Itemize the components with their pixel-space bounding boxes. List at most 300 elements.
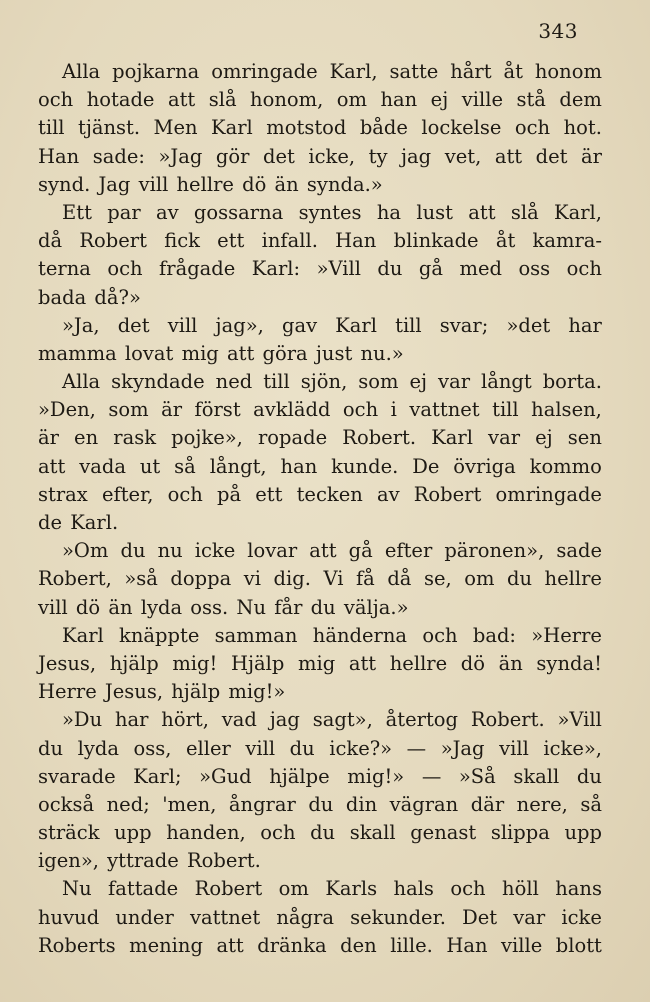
text-line [38, 171, 602, 199]
word: hjälpe [269, 764, 330, 788]
word: lust [416, 200, 453, 224]
word: honom [534, 60, 602, 83]
word: upp [564, 821, 602, 845]
word: med [459, 257, 502, 281]
word: handen, [166, 821, 246, 845]
word: genast [410, 821, 477, 845]
word: återtog [385, 708, 459, 732]
word: vill [499, 736, 529, 760]
word: skall [349, 821, 396, 845]
word: att [226, 341, 255, 365]
word: du [506, 567, 533, 591]
word: strax [38, 482, 88, 506]
word: lockelse [421, 116, 502, 140]
word: nere, [516, 792, 568, 816]
word: det [117, 313, 150, 337]
text-line [38, 368, 602, 396]
word: dö [242, 172, 267, 196]
word: Han [38, 144, 80, 168]
word: först [194, 398, 241, 422]
word: Hjälp [230, 651, 285, 675]
word: hot. [563, 116, 602, 140]
word: sade: [92, 144, 145, 168]
text-line [38, 340, 602, 368]
word: icke [561, 905, 602, 929]
word: dem [559, 88, 602, 112]
word: eller [185, 736, 231, 760]
word: att [309, 539, 337, 563]
word: ty [368, 144, 388, 168]
word: rask [113, 426, 157, 450]
word: upp [114, 821, 152, 845]
word: sagt», [312, 708, 373, 732]
page-number: 343 [538, 19, 578, 43]
word: Robert [79, 229, 147, 253]
word: så [580, 792, 602, 816]
word: halsen, [531, 398, 602, 422]
word: icke?» [329, 736, 393, 760]
text-line [38, 255, 602, 283]
word: och [342, 398, 379, 422]
word: slippa [490, 821, 550, 845]
word: vill [38, 595, 68, 619]
word: Robert [194, 877, 263, 901]
word: där [470, 792, 505, 816]
word: icke [194, 539, 236, 563]
word: en [74, 426, 99, 450]
word: vattnet [409, 398, 480, 422]
word: efter, [101, 482, 154, 506]
word: du [38, 736, 64, 760]
word: »det [506, 313, 551, 337]
word: icke», [543, 736, 602, 760]
word: par [107, 200, 141, 224]
word: du [576, 764, 602, 788]
word: mening [129, 933, 203, 957]
word: ångrar [228, 792, 296, 816]
word: hals [393, 877, 434, 901]
word: oss [518, 257, 551, 281]
word: jag», [215, 313, 264, 337]
word: mig!» [228, 680, 286, 704]
word: den [340, 933, 377, 957]
word: du [289, 736, 315, 760]
word: »Jag [158, 144, 203, 168]
word: och [422, 623, 458, 647]
word: gav [281, 313, 318, 337]
word: »så [124, 567, 158, 591]
word: hört, [161, 708, 209, 732]
word: övriga [453, 454, 516, 478]
text-line [38, 763, 602, 791]
word: hellre [389, 651, 448, 675]
word: till [492, 398, 519, 422]
word: skyndade [111, 370, 205, 394]
text-line [38, 847, 602, 875]
word: terna [38, 257, 91, 281]
word: händerna [312, 623, 408, 647]
word: vad [221, 708, 257, 732]
word: »Ja, [62, 313, 100, 337]
text-line [38, 706, 602, 734]
text-line [38, 284, 602, 312]
text-line [38, 143, 602, 171]
word: han [280, 454, 318, 478]
text-line [38, 86, 602, 114]
word: var [488, 426, 521, 450]
word: blott [555, 933, 602, 957]
word: var [513, 905, 546, 929]
word: och [107, 257, 143, 281]
word: sträck [38, 821, 100, 845]
word: De [412, 454, 440, 478]
word: gossarna [193, 200, 284, 224]
word: slå [208, 88, 237, 112]
word: vill [167, 313, 198, 337]
text-line [38, 791, 602, 819]
word: av [376, 482, 400, 506]
word: ropade [257, 426, 328, 450]
word: hans [555, 877, 602, 901]
word: ha [376, 200, 402, 224]
word: Karl: [251, 257, 301, 281]
word: åt [495, 229, 516, 253]
word: ej [409, 370, 428, 394]
word: Det [462, 905, 498, 929]
word: honom, [250, 88, 324, 112]
word: hjälp [171, 680, 221, 704]
word: päronen», [444, 539, 545, 563]
word: svarade [38, 764, 116, 788]
word: långt [480, 370, 532, 394]
word: hotade [86, 88, 155, 112]
word: på [216, 482, 242, 506]
word: i [390, 398, 397, 422]
word: var [438, 370, 471, 394]
word: frågade [159, 257, 236, 281]
word: Han [446, 933, 488, 957]
word: Ett [62, 200, 92, 224]
text-line [38, 509, 602, 537]
text-line [38, 594, 602, 622]
word: några [276, 905, 334, 929]
word: hellre [176, 172, 234, 196]
word: kommo [529, 454, 602, 478]
word: sekunder. [350, 905, 446, 929]
word: du [377, 257, 403, 281]
word: att [348, 651, 377, 675]
word: fick [164, 229, 200, 253]
word: borta. [542, 370, 602, 394]
word: göra [262, 341, 308, 365]
word: ville [501, 933, 543, 957]
word: omringade [495, 482, 602, 506]
text-line [38, 227, 602, 255]
word: oss, [133, 736, 172, 760]
word: till [38, 116, 65, 140]
word: Karl, [329, 60, 378, 83]
word: doppa [170, 567, 232, 591]
word: jag [269, 708, 300, 732]
text-line [38, 622, 602, 650]
text-line [38, 424, 602, 452]
text-line [38, 875, 602, 903]
word: jag [401, 144, 432, 168]
word: sen [567, 426, 602, 450]
word: 'men, [162, 792, 217, 816]
word: icke, [308, 144, 356, 168]
word: då?» [94, 285, 141, 309]
word: och [38, 88, 74, 112]
word: vet, [444, 144, 482, 168]
word: lyda [140, 595, 183, 619]
word: lyda [77, 736, 119, 760]
word: synd. [38, 172, 91, 196]
word: och [167, 482, 203, 506]
word: Karl [335, 313, 377, 337]
word: som [108, 398, 149, 422]
word: det [262, 144, 295, 168]
word: Karl. [70, 511, 119, 534]
word: oss. [190, 595, 229, 619]
word: långt, [209, 454, 267, 478]
word: vill [138, 172, 169, 196]
word: då [387, 567, 412, 591]
word: stå [516, 88, 546, 112]
word: Vi [323, 567, 344, 591]
word: »Jag [440, 736, 485, 760]
word: du [310, 595, 336, 619]
word: Robert. [187, 849, 261, 873]
word: vi [243, 567, 262, 591]
text-line [38, 312, 602, 340]
word: om [336, 88, 368, 112]
word: Karl [62, 623, 104, 647]
word: tecken [296, 482, 363, 506]
word: ville [461, 88, 503, 112]
word: fattade [108, 877, 179, 901]
word: få [355, 567, 375, 591]
word: och [514, 116, 551, 140]
word: ett [217, 229, 245, 253]
word: »Vill [557, 708, 602, 732]
text-line [38, 678, 602, 706]
word: lille. [390, 933, 433, 957]
word: höll [502, 877, 539, 901]
word: lovar [247, 539, 298, 563]
word: »Om [62, 539, 109, 563]
word: synda! [536, 651, 602, 675]
word: Robert. [470, 708, 545, 732]
word: nu.» [360, 341, 404, 365]
word: avklädd [253, 398, 331, 422]
word: motstod [266, 116, 347, 140]
word: så [174, 454, 196, 478]
word: ett [255, 482, 283, 506]
word: välja.» [343, 595, 409, 619]
word: ned [215, 370, 253, 394]
word: dig. [273, 567, 311, 591]
word: yttrade [107, 849, 179, 873]
word: Karl, [554, 200, 602, 224]
text-line [38, 650, 602, 678]
word: och [450, 877, 486, 901]
word: ej [535, 426, 553, 450]
word: hårt [450, 60, 492, 83]
word: att [216, 933, 244, 957]
text-line [38, 537, 602, 565]
word: till [395, 313, 422, 337]
word: Karls [325, 877, 378, 901]
text-line [38, 904, 602, 932]
word: Nu [62, 877, 92, 901]
word: samman [214, 623, 298, 647]
word: vada [79, 454, 126, 478]
word: synda.» [306, 172, 383, 196]
word: får [274, 595, 303, 619]
word: Robert, [38, 567, 112, 591]
word: Alla [62, 60, 101, 83]
word: just [315, 341, 353, 365]
word: är [581, 144, 602, 168]
word: »Den, [38, 398, 96, 422]
word: under [115, 905, 174, 929]
word: mig! [172, 651, 218, 675]
word: du [310, 821, 336, 845]
word: blinkade [393, 229, 479, 253]
word: att [468, 200, 496, 224]
word: de [38, 511, 63, 534]
text-line [38, 565, 602, 593]
word: igen», [38, 849, 99, 873]
word: vattnet [189, 905, 261, 929]
text-line [38, 58, 602, 86]
word: än [274, 172, 299, 196]
word: än [108, 595, 133, 619]
word: också [38, 792, 95, 816]
text-line [38, 453, 602, 481]
text-line [38, 932, 602, 960]
word: skall [513, 764, 560, 788]
word: åt [503, 60, 523, 83]
word: tjänst. [77, 116, 141, 140]
text-line [38, 481, 602, 509]
word: bad: [472, 623, 517, 647]
word: han [380, 88, 418, 112]
word: pojke», [171, 426, 243, 450]
word: »Så [458, 764, 496, 788]
word: huvud [38, 905, 100, 929]
word: är [161, 398, 183, 422]
word: Roberts [38, 933, 116, 957]
word: har [114, 708, 149, 732]
word: mig [181, 341, 219, 365]
word: satte [389, 60, 439, 83]
text-line [38, 735, 602, 763]
word: syntes [298, 200, 362, 224]
word: infall. [261, 229, 318, 253]
word: vill [245, 736, 276, 760]
word: sade [556, 539, 602, 563]
word: Karl; [133, 764, 182, 788]
word: då [38, 229, 63, 253]
word: du [308, 792, 334, 816]
word: och [260, 821, 296, 845]
word: Jag [98, 172, 131, 196]
word: efter [384, 539, 433, 563]
word: dränka [257, 933, 327, 957]
word: Jesus, [38, 651, 97, 675]
word: Nu [236, 595, 267, 619]
word: »Herre [531, 623, 602, 647]
word: är [38, 426, 59, 450]
word: gå [418, 257, 444, 281]
word: ej [430, 88, 449, 112]
word: att [494, 144, 523, 168]
word: ned; [106, 792, 150, 816]
word: mamma [38, 341, 117, 365]
text-line [38, 199, 602, 227]
word: kamra- [532, 229, 602, 253]
word: om [464, 567, 495, 591]
word: — [421, 764, 442, 788]
word: Jesus, [104, 680, 164, 704]
word: dö [75, 595, 101, 619]
word: hjälp [109, 651, 159, 675]
word: nu [157, 539, 183, 563]
word: av [155, 200, 179, 224]
word: Alla [62, 370, 101, 394]
text-line [38, 396, 602, 424]
word: omringade [211, 60, 318, 83]
word: om [278, 877, 309, 901]
word: Karl [211, 116, 253, 140]
word: kunde. [331, 454, 399, 478]
word: se, [423, 567, 452, 591]
word: Han [335, 229, 377, 253]
body-text [38, 58, 602, 960]
text-line [38, 819, 602, 847]
word: knäppte [119, 623, 200, 647]
word: pojkarna [112, 60, 200, 83]
word: — [406, 736, 427, 760]
word: och [566, 257, 602, 281]
word: Robert [413, 482, 482, 506]
word: ut [139, 454, 161, 478]
word: hellre [544, 567, 602, 591]
word: har [568, 313, 602, 337]
word: dö [460, 651, 486, 675]
word: bada [38, 285, 87, 309]
word: gå [348, 539, 373, 563]
word: både [359, 116, 408, 140]
word: Karl [431, 426, 473, 450]
word: det [535, 144, 568, 168]
word: du [120, 539, 146, 563]
word: mig!» [347, 764, 405, 788]
word: slå [510, 200, 539, 224]
word: till [263, 370, 290, 394]
word: att [167, 88, 196, 112]
word: än [498, 651, 523, 675]
word: »Du [62, 708, 103, 732]
word: som [358, 370, 399, 394]
word: mig [297, 651, 336, 675]
word: att [38, 454, 66, 478]
word: vägran [389, 792, 459, 816]
word: gör [215, 144, 250, 168]
word: lovat [124, 341, 174, 365]
